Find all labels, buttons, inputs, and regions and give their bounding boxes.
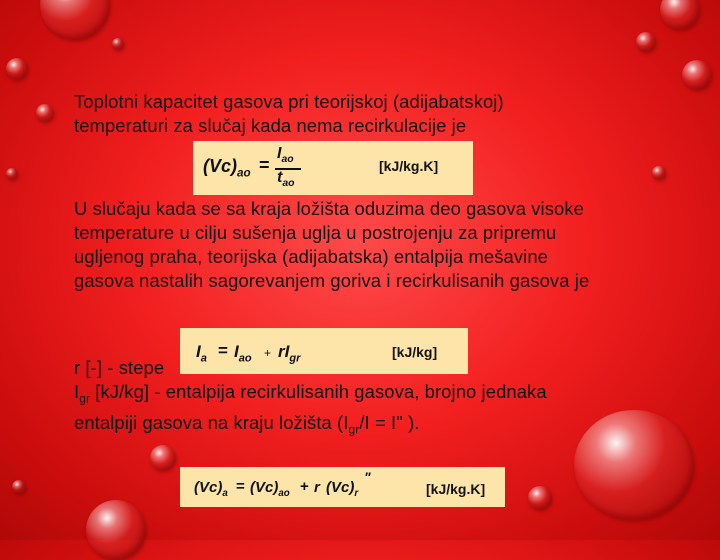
text-line: temperaturi za slučaj kada nema recirkulacije je bbox=[74, 115, 467, 136]
text-line: ugljenog praha, teorijska (adijabatska) entalpija mešavine bbox=[74, 246, 549, 267]
formula-unit: [kJ/kg.K] bbox=[379, 158, 439, 174]
formula-term: I bbox=[234, 342, 239, 361]
text-line: U slučaju kada se sa kraja ložišta oduzima deo gasova visoke bbox=[74, 198, 584, 219]
formula-equals: = bbox=[236, 478, 245, 495]
text-line: gasova nastalih sagorevanjem goriva i recirkulisanih gasova je bbox=[74, 270, 590, 291]
formula-term: rI bbox=[278, 342, 290, 361]
droplet-decoration bbox=[112, 38, 124, 50]
formula-heat-capacity-no-recirc: $(Vc)_{ao}$ = $I_{ao}$ $t_{ao}$ [kJ/kg.K] bbox=[193, 141, 473, 195]
formula-heat-capacity-recirc: $(Vc)_a$ = $(Vc)_{ao}$ + r $(Vc)_r$ " [kJ/kg.K] bbox=[180, 467, 505, 507]
formula-superscript: " bbox=[364, 469, 371, 485]
droplet-decoration bbox=[86, 500, 146, 560]
text-line: $I_{gr}$ [kJ/kg] - entalpija recirkulisanih gasova, brojno jednaka bbox=[74, 381, 547, 406]
droplet-decoration bbox=[36, 104, 54, 122]
formula-numerator: I bbox=[277, 145, 282, 162]
formula-equals: = bbox=[218, 341, 228, 360]
droplet-decoration bbox=[12, 480, 26, 494]
droplet-decoration bbox=[682, 60, 712, 90]
formula-term: (Vc) bbox=[250, 479, 279, 496]
formula-unit: [kJ/kg] bbox=[392, 344, 438, 360]
text-line: Toplotni kapacitet gasova pri teorijskoj (adijabatskoj) bbox=[74, 91, 504, 112]
droplet-decoration bbox=[652, 166, 666, 180]
formula-factor: r bbox=[314, 479, 320, 496]
droplet-decoration bbox=[6, 58, 28, 80]
droplet-decoration bbox=[660, 0, 700, 30]
droplet-decoration bbox=[528, 486, 552, 510]
formula-plus: + bbox=[264, 346, 272, 360]
text-line: temperature u cilju sušenja uglja u postrojenju za pripremu bbox=[74, 222, 557, 243]
formula-enthalpy-mixture: $I_a$ = $I_{ao}$ + $rI_{gr}$ [kJ/kg] bbox=[180, 328, 468, 374]
text-line: entalpiji gasova na kraju ložišta ($I_{gr}/I = I$" ). bbox=[74, 411, 420, 437]
paragraph-recirculation bbox=[74, 197, 589, 293]
paragraph-intro bbox=[74, 90, 504, 138]
droplet-decoration bbox=[6, 168, 18, 180]
droplet-decoration bbox=[574, 410, 694, 520]
formula-equals: = bbox=[259, 155, 270, 175]
droplet-decoration bbox=[636, 32, 656, 52]
formula-lhs: I bbox=[196, 342, 201, 361]
formula-lhs: (Vc) bbox=[203, 156, 238, 176]
formula-lhs: (Vc) bbox=[194, 479, 223, 496]
droplet-decoration bbox=[40, 0, 110, 40]
formula-term: (Vc) bbox=[326, 479, 355, 496]
formula-denominator: t bbox=[277, 169, 283, 186]
formula-unit: [kJ/kg.K] bbox=[426, 481, 486, 497]
formula-plus: + bbox=[300, 478, 309, 495]
text-line: r [-] - stepe bbox=[74, 357, 165, 378]
droplet-decoration bbox=[150, 445, 176, 471]
